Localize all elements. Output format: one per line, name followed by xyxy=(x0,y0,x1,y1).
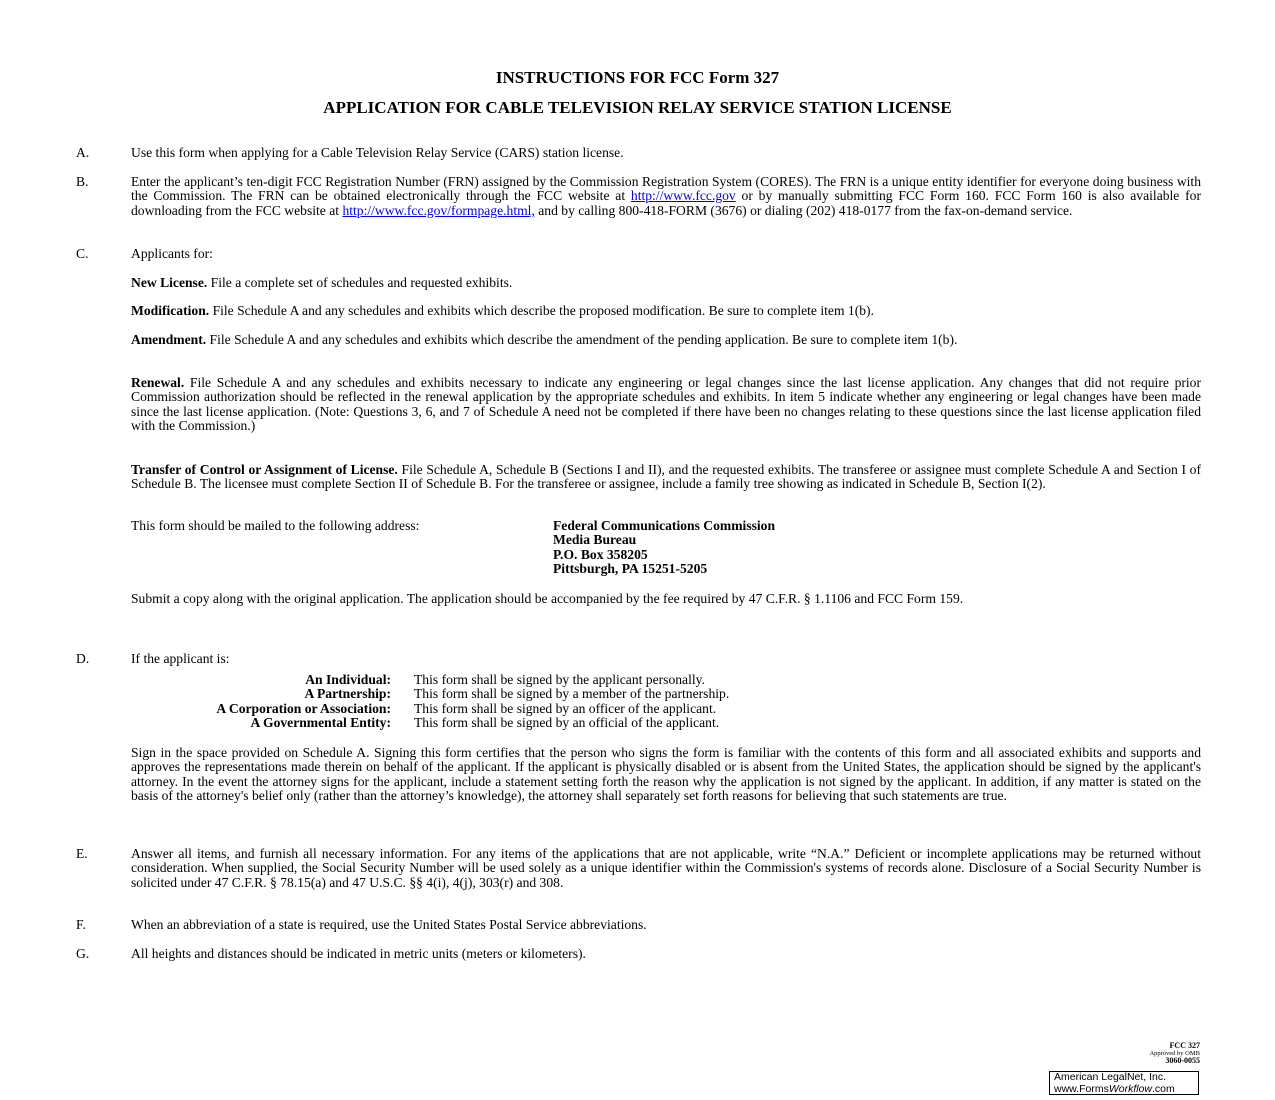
address-line: Media Bureau xyxy=(553,532,637,548)
applicant-type-amendment xyxy=(131,333,1201,347)
address-line: P.O. Box 358205 xyxy=(553,546,648,562)
section-text: Answer all items, and furnish all necessary information. For any items of the applications that are not applicable, write “N.A.” Deficient or incomplete applications may be returned without consideration. When supplied, the Social Security Number will be used solely as a unique identifier within the Commission's systems of records alone. Disclosure of a Social Security Number is solicited under 47 C.F.R. § 78.15(a) and 47 U.S.C. §§ 4(i), 4(j), 303(r) and 308. xyxy=(131,846,1201,890)
signer-type: A Partnership: xyxy=(304,686,391,702)
form-footer xyxy=(1149,1042,1200,1065)
applicant-type-transfer xyxy=(131,463,1201,492)
label: Transfer of Control or Assignment of License. xyxy=(131,462,398,477)
section-letter: C. xyxy=(76,246,89,261)
signer-table xyxy=(131,673,729,731)
section-text: Use this form when applying for a Cable Television Relay Service (CARS) station license. xyxy=(131,145,624,160)
section-letter: F. xyxy=(76,917,86,932)
document-subtitle: APPLICATION FOR CABLE TELEVISION RELAY SERVICE STATION LICENSE xyxy=(323,98,952,117)
text: File Schedule A and any schedules and exhibits necessary to indicate any engineering or legal changes since the last license application. Any changes that did not require prior Commission authorization should be reflected in the renewal application by the appropriate schedules and exhibits. In item 5 indicate whether any engineering or legal changes have been made since the last license application. (Note: Questions 3, 6, and 7 of Schedule A need not be completed if there have been no changes relating to these questions since the last license application filed with the Commission.) xyxy=(131,375,1201,434)
section-d xyxy=(76,652,1201,666)
signer-rule: This form shall be signed by the applicant personally. xyxy=(414,672,705,687)
publisher-website[interactable] xyxy=(1054,1084,1198,1096)
text: www.Forms xyxy=(1054,1082,1109,1095)
signer-row xyxy=(131,702,729,716)
fcc-formpage-link[interactable]: http://www.fcc.gov/formpage.html, xyxy=(342,202,535,218)
section-f xyxy=(76,918,1201,932)
signer-row xyxy=(131,673,729,687)
label: Modification. xyxy=(131,303,210,318)
mail-label: This form should be mailed to the following address: xyxy=(131,518,420,533)
mailing-address xyxy=(553,519,775,577)
section-intro: Applicants for: xyxy=(131,246,213,261)
form-number: FCC 327 xyxy=(1169,1041,1200,1050)
text: File a complete set of schedules and requested exhibits. xyxy=(207,275,513,290)
section-text: All heights and distances should be indicated in metric units (meters or kilometers). xyxy=(131,946,586,961)
signing-instructions: Sign in the space provided on Schedule A. Signing this form certifies that the person who signs the form is familiar with the contents of this form and all associated exhibits and supports and approves the representations made therein on behalf of the applicant. If the applicant is physically disabled or is absent from the United States, the application should be signed by the applicant's attorney. In the event the attorney signs for the applicant, include a statement setting forth the reason why the application is not signed by the applicant. In addition, if any matter is stated on the basis of the attorney's belief only (rather than the attorney’s knowledge), the attorney shall separately set forth reasons for believing that such statements are true. xyxy=(131,745,1201,804)
omb-approval-label: Approved by OMB xyxy=(1149,1050,1200,1057)
text: File Schedule A, Schedule B (Sections I and II), and the requested exhibits. The transferee or assignee must complete Schedule A and Section I of Schedule B. The licensee must complete Section II of Schedule B. For the transferee or assignee, include a family tree showing as indicated in Schedule B, Section I(2). xyxy=(131,462,1201,492)
section-letter: E. xyxy=(76,846,88,861)
text: Workflow xyxy=(1108,1082,1153,1095)
signer-rule: This form shall be signed by an official of the applicant. xyxy=(414,715,720,731)
section-text xyxy=(131,175,1201,218)
address-line: Pittsburgh, PA 15251-5205 xyxy=(553,561,708,577)
signer-rule: This form shall be signed by an officer of the applicant. xyxy=(414,700,717,716)
omb-number: 3060-0055 xyxy=(1165,1056,1200,1065)
section-letter: G. xyxy=(76,946,90,961)
text: Enter the applicant’s ten-digit FCC Registration Number (FRN) assigned by the Commission Registration System (CORES). The FRN is a unique entity identifier for everyone doing business with the Commission. The FRN can be obtained electronically through the FCC website at xyxy=(131,174,1201,204)
publisher-box xyxy=(1049,1071,1199,1095)
text: or by manually submitting FCC Form 160. FCC Form 160 is also available for downloading from the FCC website at xyxy=(131,188,1201,218)
submit-instructions: Submit a copy along with the original application. The application should be accompanied by the fee required by 47 C.F.R. § 1.1106 and FCC Form 159. xyxy=(131,591,964,606)
section-c xyxy=(76,247,1201,261)
applicant-type-renewal xyxy=(131,376,1201,434)
section-intro: If the applicant is: xyxy=(131,651,230,666)
label: New License. xyxy=(131,275,208,290)
section-letter: D. xyxy=(76,651,90,666)
text: File Schedule A and any schedules and exhibits which describe the proposed modification. Be sure to complete item 1(b). xyxy=(209,303,874,318)
address-line: Federal Communications Commission xyxy=(553,518,776,533)
label: Amendment. xyxy=(131,332,207,347)
fcc-website-link[interactable]: http://www.fcc.gov xyxy=(630,188,736,204)
signer-type: An Individual: xyxy=(305,672,391,687)
section-b xyxy=(76,175,1201,218)
section-g xyxy=(76,947,1201,961)
applicant-type-new-license xyxy=(131,276,1201,290)
label: Renewal. xyxy=(131,375,185,390)
publisher-name: American LegalNet, Inc. xyxy=(1054,1071,1167,1083)
section-letter: B. xyxy=(76,174,89,189)
section-a xyxy=(76,146,1201,160)
signer-row xyxy=(131,687,729,701)
document-title: INSTRUCTIONS FOR FCC Form 327 xyxy=(495,68,780,87)
signer-type: A Governmental Entity: xyxy=(250,715,391,731)
text: and by calling 800-418-FORM (3676) or dialing (202) 418-0177 from the fax-on-demand service. xyxy=(534,202,1073,218)
text: File Schedule A and any schedules and exhibits which describe the amendment of the pending application. Be sure to complete item 1(b). xyxy=(206,332,958,347)
signer-type: A Corporation or Association: xyxy=(216,700,391,716)
section-letter: A. xyxy=(76,145,90,160)
signer-row xyxy=(131,716,729,730)
applicant-type-modification xyxy=(131,304,1201,318)
section-text: When an abbreviation of a state is required, use the United States Postal Service abbreviations. xyxy=(131,917,647,932)
text: .com xyxy=(1152,1082,1175,1095)
section-e xyxy=(76,847,1201,890)
signer-rule: This form shall be signed by a member of the partnership. xyxy=(414,686,730,702)
